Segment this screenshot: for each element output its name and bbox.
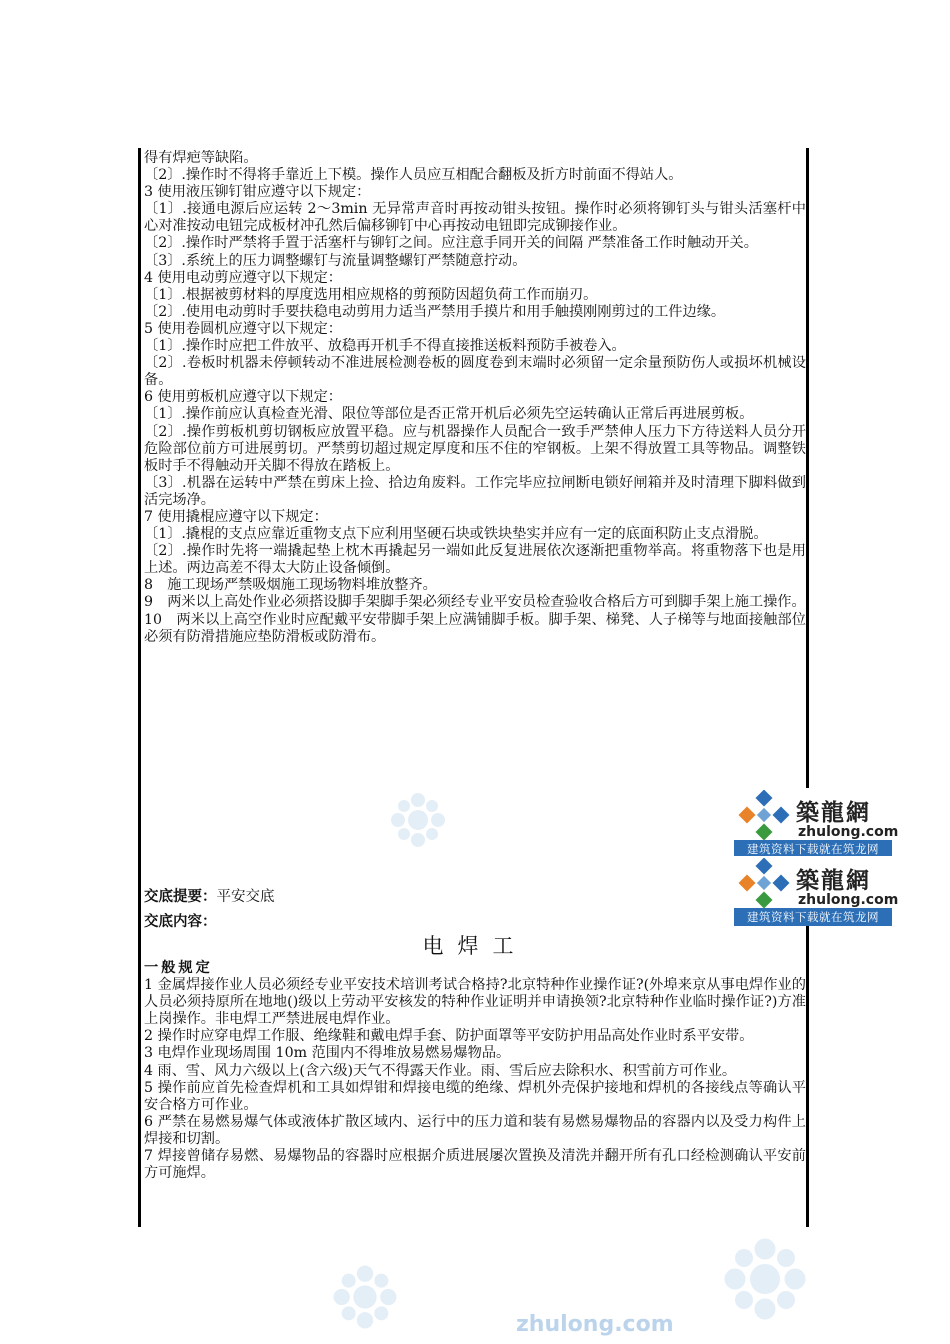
paragraph: 〔2〕.操作时严禁将手置于活塞杆与铆钉之间。应注意手同开关的间隔 严禁准备工作时触动开关。 (144, 235, 758, 252)
logo-brand: 築龍網 (796, 799, 871, 826)
watermark-text: zhulong.com (516, 1312, 674, 1337)
paragraph: 3 电焊作业现场周围 10m 范围内不得堆放易燃易爆物品。 (144, 1045, 511, 1062)
table-border-right (806, 148, 809, 1227)
paragraph: 〔3〕.机器在运转中严禁在剪床上捡、拾边角废料。工作完毕应拉闸断电锁好闸箱并及时清理下脚料做到活完场净。 (144, 474, 806, 508)
section-a-text (144, 150, 806, 646)
paragraph: 〔2〕.使用电动剪时手要扶稳电动剪用力适当严禁用手摸片和用手触摸刚刚剪过的工件边缘。 (144, 303, 726, 320)
paragraph: 7 焊接曾储存易燃、易爆物品的容器时应根据介质进展屡次置换及清洗并翻开所有孔口经检测确认平安前方可施焊。 (144, 1148, 806, 1182)
paragraph: 4 雨、雪、风力六级以上(含六级)天气不得露天作业。雨、雪后应去除积水、积雪前方可作业。 (144, 1062, 737, 1079)
paragraph: 〔2〕.操作时不得将手靠近上下模。操作人员应互相配合翻板及折方时前面不得站人。 (144, 167, 683, 184)
paragraph: 〔2〕.操作剪板机剪切钢板应放置平稳。应与机器操作人员配合一致手严禁伸人压力下方待送料人员分开危险部位前方可进展剪切。严禁剪切超过规定厚度和压不住的窄钢板。上架不得放置工具等物品。调整铁板时手不得触动开关脚不得放在踏板上。 (144, 423, 806, 474)
table-border-left (138, 148, 141, 1227)
paragraph: 1 金属焊接作业人员必须经专业平安技术培训考试合格持?北京特种作业操作证?(外埠来京从事电焊作业的人员必须持原所在地地()级以上劳动平安核发的特种作业证明并申请换领?北京特种作业临时操作证?)方准上岗操作。非电焊工严禁进展电焊作业。 (144, 977, 806, 1028)
paragraph: 〔1〕.根据被剪材料的厚度选用相应规格的剪预防因超负荷工作而崩刃。 (144, 286, 598, 303)
section-b-text (144, 960, 806, 1182)
general-heading: 一般规定 (144, 960, 213, 976)
paragraph: 6 严禁在易燃易爆气体或液体扩散区域内、运行中的压力道和装有易燃易爆物品的容器内以及受力构件上焊接和切割。 (144, 1113, 806, 1147)
paragraph: 〔1〕.撬棍的支点应靠近重物支点下应利用坚硬石块或铁块垫实并应有一定的底面积防止支点滑脱。 (144, 526, 768, 543)
zhulong-logo-icon (738, 790, 790, 840)
paragraph: 10 两米以上高空作业时应配戴平安带脚手架上应满铺脚手板。脚手架、梯凳、人子梯等与地面接触部位必须有防滑措施应垫防滑板或防滑布。 (144, 611, 806, 645)
paragraph: 〔2〕.操作时先将一端撬起垫上枕木再撬起另一端如此反复进展依次逐渐把重物举高。将重物落下也是用上述。两边高差不得太大防止设备倾倒。 (144, 543, 806, 577)
paragraph: 4 使用电动剪应遵守以下规定： (144, 269, 342, 286)
paragraph: 〔1〕.操作时应把工件放平、放稳再开机手不得直接推送板料预防手被卷入。 (144, 338, 626, 355)
paragraph: 5 使用卷圆机应遵守以下规定： (144, 320, 342, 337)
paragraph: 2 操作时应穿电焊工作服、绝缘鞋和戴电焊手套、防护面罩等平安防护用品高处作业时系平安带。 (144, 1028, 754, 1045)
watermark-snowflake-icon (330, 1262, 400, 1332)
paragraph: 7 使用撬棍应遵守以下规定： (144, 508, 328, 525)
paragraph: 〔3〕.系统上的压力调整螺钉与流量调整螺钉严禁随意拧动。 (144, 252, 527, 269)
paragraph: 〔1〕.操作前应认真检查光滑、限位等部位是否正常开机后必须先空运转确认正常后再进展剪板。 (144, 406, 754, 423)
paragraph: 5 操作前应首先检查焊机和工具如焊钳和焊接电缆的绝缘、焊机外壳保护接地和焊机的各接线点等确认平安合格方可作业。 (144, 1079, 806, 1113)
watermark-snowflake-icon (388, 790, 448, 850)
logo-brand: 築龍網 (796, 867, 871, 894)
content-label: 交底内容： (144, 914, 217, 930)
logo-banner: 建筑资料下载就在筑龙网 (734, 840, 892, 858)
logo-banner: 建筑资料下载就在筑龙网 (734, 908, 892, 926)
paragraph: 得有焊疤等缺陷。 (144, 150, 258, 166)
section-title: 电焊工 (422, 934, 528, 958)
zhulong-logo (734, 856, 899, 924)
logo-domain: zhulong.com (798, 892, 899, 908)
paragraph: 3 使用液压铆钉钳应遵守以下规定： (144, 184, 371, 201)
paragraph: 8 施工现场严禁吸烟施工现场物料堆放整齐。 (144, 577, 437, 594)
paragraph: 6 使用剪板机应遵守以下规定： (144, 389, 342, 406)
brief-value: 平安交底 (216, 889, 275, 905)
paragraph: 9 两米以上高处作业必须搭设脚手架脚手架必须经专业平安员检查验收合格后方可到脚手架上施工操作。 (144, 594, 806, 611)
watermark-snowflake-icon (720, 1234, 810, 1324)
zhulong-logo-icon (738, 858, 790, 908)
zhulong-logo (734, 788, 899, 856)
logo-domain: zhulong.com (798, 824, 899, 840)
paragraph: 〔2〕.卷板时机器未停顿转动不准进展检测卷板的圆度卷到末端时必须留一定余量预防伤人或损坏机械设备。 (144, 355, 806, 389)
paragraph: 〔1〕.接通电源后应运转 2～3min 无异常声音时再按动钳头按钮。操作时必须将铆钉头与钳头活塞杆中心对准按动电钮完成板材冲孔然后偏移铆钉中心再按动电钮即完成铆接作业。 (144, 201, 806, 235)
brief-line (144, 885, 275, 906)
brief-label: 交底提要： (144, 889, 217, 905)
